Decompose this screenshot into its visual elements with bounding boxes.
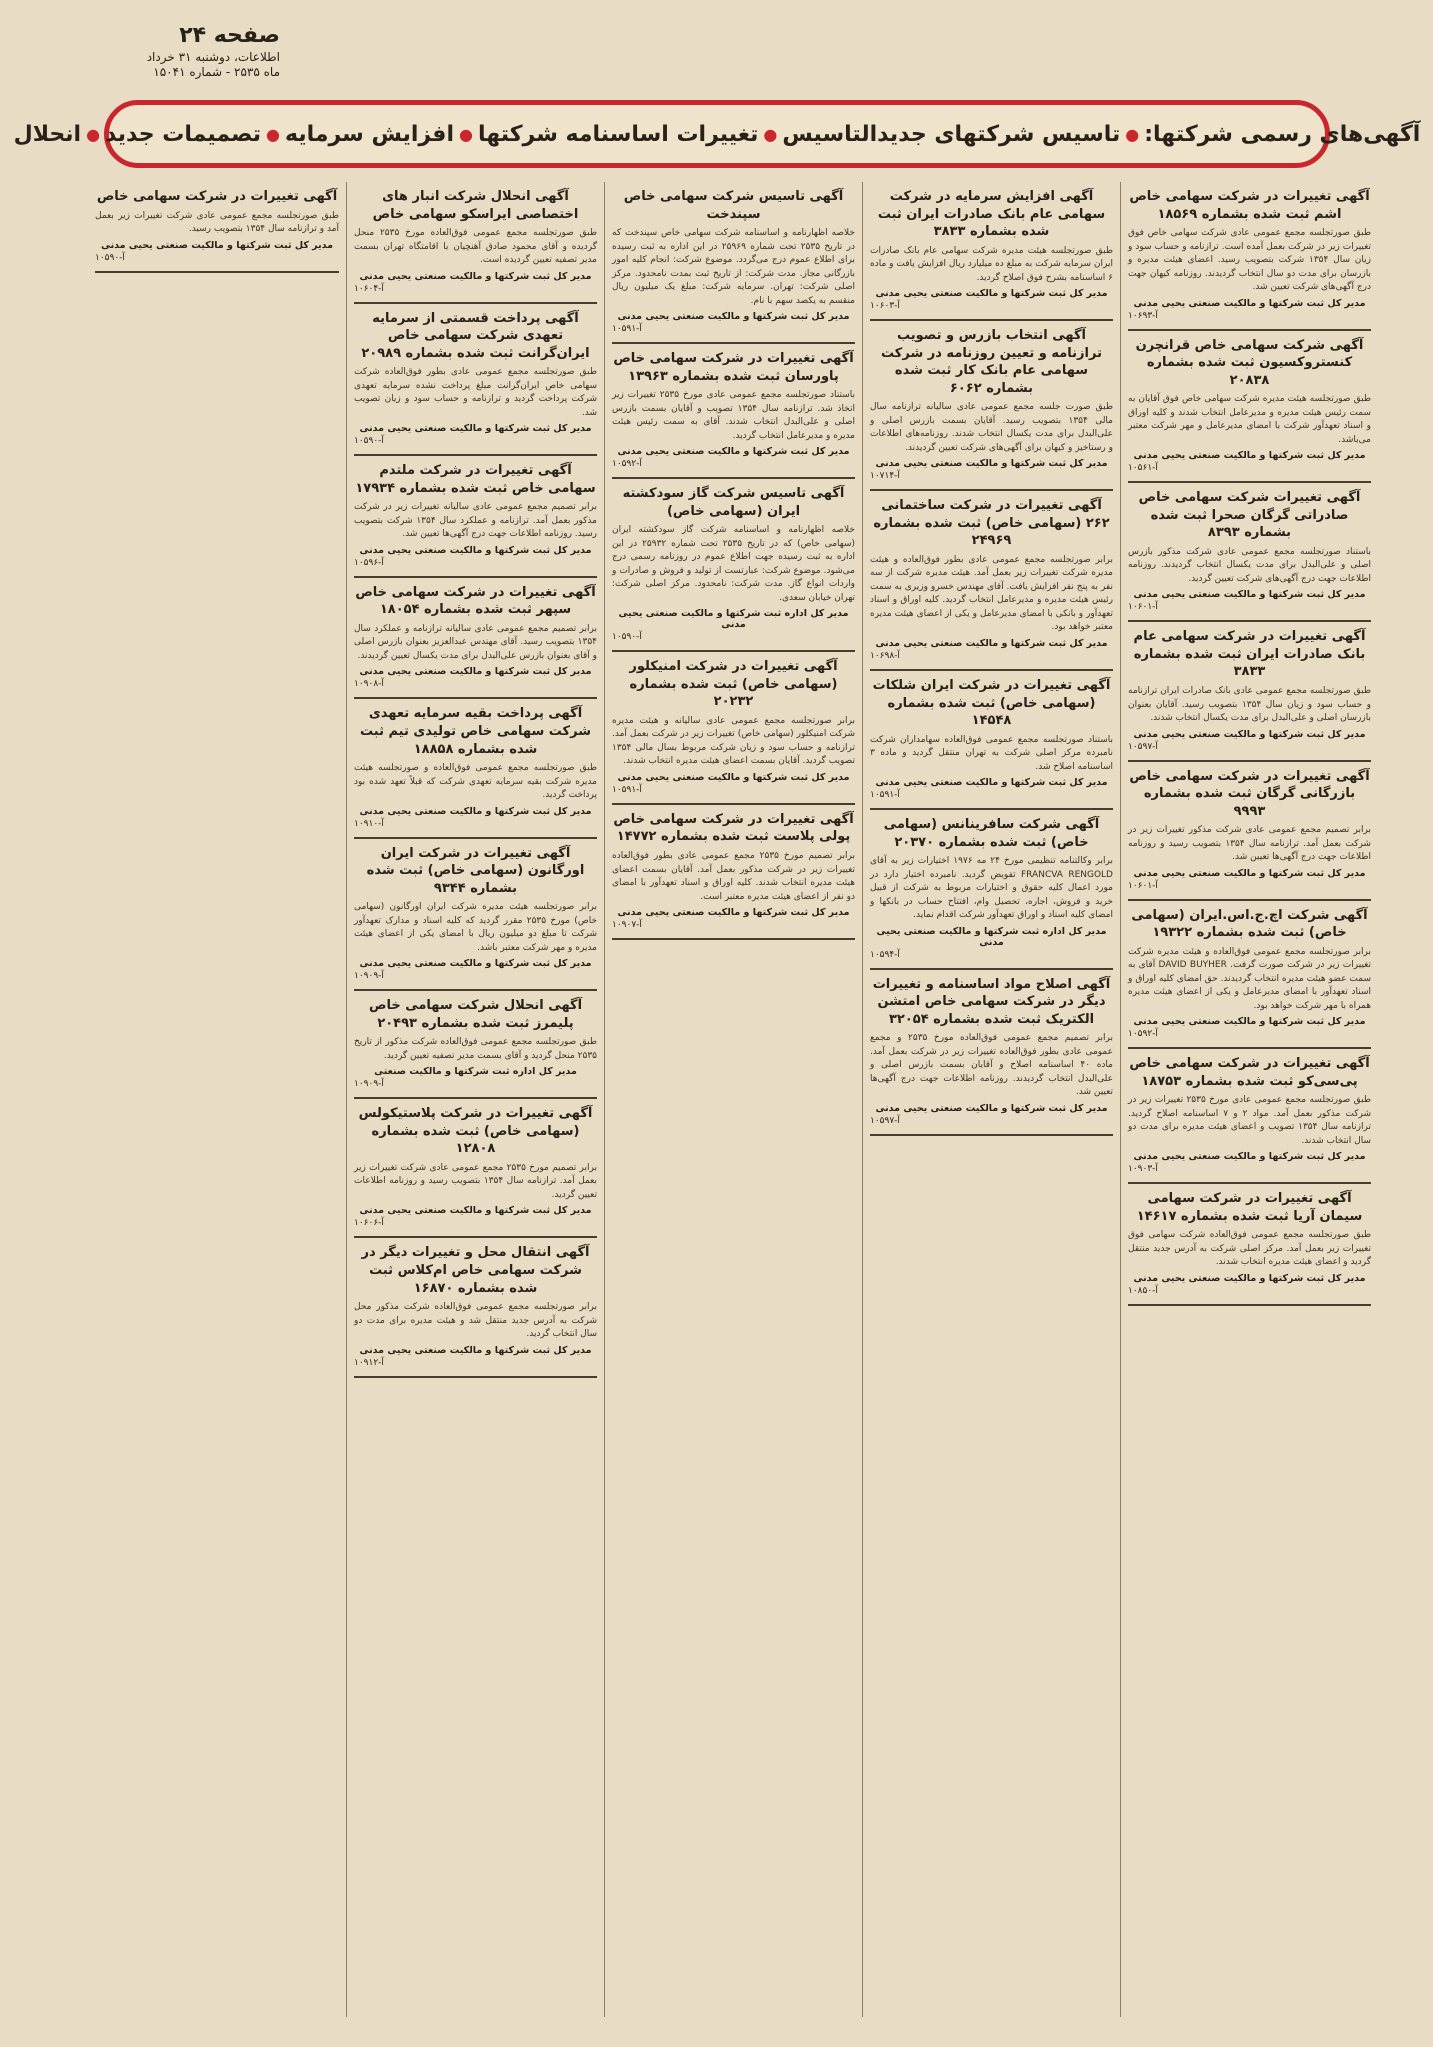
ad-reference: آ-۱۰۶۰۱	[1128, 602, 1158, 613]
ad-reference: آ-۱۰۵۹۱	[612, 324, 642, 335]
ad-title: آگهی تغییرات در شرکت سهامی سیمان آریا ثبت شده بشماره ۱۴۶۱۷	[1136, 1191, 1363, 1224]
ad-body: برابر وکالتنامه تنظیمی مورخ ۲۴ مه ۱۹۷۶ اختیارات زیر به آقای FRANCVA RENGOLD تفویض گردید. نامبرده اختیار دارد در مورد اعمال کلیه حقوق و اختیارات مربوط به شرکت از قبیل خرید و فروش، اجاره، تحصیل وام، افتتاح حساب در بانکها و امضای کلیه اسناد و اوراق تعهدآور شرکت اقدام نماید.	[870, 856, 1113, 921]
ad-title: آگهی تاسیس شرکت گاز سودکشته ایران (سهامی خاص)	[622, 486, 845, 519]
ad-body: برابر تصمیم مجمع عمومی فوق‌العاده مورخ ۲۵۳۵ و مجمع عمومی عادی بطور فوق‌العاده تغییرات زیر در شرکت بعمل آمد. ماده ۴۰ اساسنامه اصلاح و آقایان بسمت بازرس اصلی و علی‌البدل انتخاب گردیدند. روزنامه اطلاعات جهت درج آگهی‌ها تعیین شد.	[870, 1033, 1113, 1098]
ad-title: آگهی تغییرات در شرکت سهامی خاص بازرگانی گرگان ثبت شده بشماره ۹۹۹۳	[1129, 768, 1370, 819]
ad-title: آگهی تغییرات در شرکت پلاستیکولس (سهامی خاص) ثبت شده بشماره ۱۲۸۰۸	[358, 1106, 593, 1157]
legal-notice	[1128, 901, 1371, 1050]
ad-reference: آ-۱۰۹۰۹	[354, 971, 384, 982]
ad-body: طبق صورتجلسه مجمع عمومی عادی بطور فوق‌العاده شرکت سهامی خاص ایران‌گرانت مبلغ پرداخت نشده سرمایه تعهدی شرکت پرداخت گردید و ترازنامه و حساب سود و زیان تصویب شد.	[354, 367, 597, 418]
ad-body: باستناد صورتجلسه مجمع عمومی عادی مورخ ۲۵۳۵ تغییرات زیر اتخاذ شد. ترازنامه سال ۱۳۵۴ تصویب و آقایان بسمت بازرس اصلی و علی‌البدل انتخاب شدند. آقای به سمت رئیس هیئت مدیره و مدیرعامل انتخاب گردید.	[612, 390, 856, 441]
ad-reference: آ-۱۰۶۹۳	[1128, 310, 1158, 321]
ad-signature: مدیر کل ثبت شرکتها و مالکیت صنعتی یحیی مدنی	[359, 270, 592, 282]
ad-signature: مدیر کل ثبت شرکتها و مالکیت صنعتی یحیی مدنی	[617, 907, 850, 919]
ad-body: برابر تصمیم مجمع عمومی عادی سالیانه ترازنامه و عملکرد سال ۱۳۵۴ بتصویب رسید. آقای مهندس عبدالعزیز بعنوان بازرس اصلی و آقای بعنوان بازرس علی‌البدل برای مدت یکسال تعیین گردیدند.	[354, 623, 597, 661]
ad-body: خلاصه اظهارنامه و اساسنامه شرکت سهامی خاص سپندخت که در تاریخ ۲۵۳۵ تحت شماره ۲۵۹۶۹ در این اداره به ثبت رسیده برای اطلاع عموم درج می‌گردد. موضوع شرکت: انجام کلیه امور بازرگانی مجاز. مدت شرکت: از تاریخ ثبت بمدت نامحدود. مرکز اصلی شرکت: تهران. سرمایه شرکت: مبلغ یک میلیون ریال منقسم به یکصد سهم با نام.	[612, 228, 855, 306]
ad-title: آگهی تغییرات در شرکت ساختمانی ۲۶۲ (سهامی خاص) ثبت شده بشماره ۲۴۹۶۹	[873, 498, 1110, 549]
ad-reference: آ-۱۰۵۹۷	[870, 1115, 900, 1126]
legal-notice	[354, 578, 597, 700]
ad-body: برابر تصمیم مورخ ۲۵۳۵ مجمع عمومی عادی بطور فوق‌العاده تغییرات زیر در شرکت مذکور بعمل آمد. آقایان بسمت اعضای هیئت مدیره انتخاب شدند. کلیه اوراق و اسناد تعهدآور با امضای دو نفر از اعضای هیئت مدیره معتبر است.	[612, 851, 855, 902]
ad-signature: مدیر کل ثبت شرکتها و مالکیت صنعتی یحیی مدنی	[359, 958, 592, 970]
legal-notice	[1128, 483, 1371, 622]
ad-title: آگهی پرداخت قسمتی از سرمایه تعهدی شرکت سهامی خاص ایران‌گرانت ثبت شده بشماره ۲۰۹۸۹	[361, 310, 590, 361]
ad-title: آگهی تغییرات شرکت سهامی خاص صادراتی گرگان صحرا ثبت شده بشماره ۸۳۹۳	[1138, 490, 1361, 541]
legal-notice	[1128, 762, 1371, 901]
ad-body: خلاصه اظهارنامه و اساسنامه شرکت گاز سودکشته ایران (سهامی خاص) که در تاریخ ۲۵۳۵ تحت شماره ۲۵۹۳۲ در این اداره به ثبت رسیده جهت اطلاع عموم در روزنامه رسمی درج می‌شود. موضوع شرکت: عبارتست از تولید و فروش و صادرات و واردات انواع گاز. مدت شرکت: نامحدود. مرکز اصلی شرکت: تهران خیابان سعدی.	[612, 525, 855, 603]
ad-title: آگهی تغییرات در شرکت ایران شلکات (سهامی خاص) ثبت شده بشماره ۱۴۵۴۸	[872, 677, 1111, 729]
ad-reference: آ-۱۰۹۰۸	[354, 679, 384, 690]
bullet-icon: ●	[266, 124, 280, 144]
legal-notice	[612, 344, 855, 479]
ad-signature: مدیر کل اداره ثبت شرکتها و مالکیت صنعتی	[374, 1066, 577, 1078]
ad-reference: آ-۱۰۹۱۲	[354, 1357, 384, 1368]
ad-body: برابر صورتجلسه مجمع عمومی فوق‌العاده و هیئت مدیره شرکت تغییرات زیر در شرکت صورت گرفت. DAVID BUYHER آقای به سمت عضو هیئت مدیره انتخاب گردیدند. حق امضای کلیه اوراق و اسناد تعهدآور با امضای مدیرعامل و یکی از اعضای هیئت مدیره همراه با مهر شرکت خواهد بود.	[1128, 946, 1372, 1011]
ad-signature: مدیر کل ثبت شرکتها و مالکیت صنعتی یحیی مدنی	[359, 1344, 592, 1356]
ad-signature: مدیر کل ثبت شرکتها و مالکیت صنعتی یحیی مدنی	[875, 288, 1108, 300]
ad-reference: آ-۱۰۹۰۷	[612, 920, 642, 931]
legal-notice	[870, 321, 1113, 491]
ad-reference: آ-۱۰۵۹۱	[870, 790, 900, 801]
ad-signature: مدیر کل ثبت شرکتها و مالکیت صنعتی یحیی مدنی	[875, 1102, 1108, 1114]
ad-title: آگهی اصلاح مواد اساسنامه و تغییرات دیگر در شرکت سهامی خاص امتشن الکتریک ثبت شده بشماره ۳۲۰۵۴	[872, 976, 1111, 1027]
ad-title: آگهی تغییرات در شرکت سهامی خاص	[96, 189, 338, 204]
legal-notice	[870, 491, 1113, 671]
ad-signature: مدیر کل ثبت شرکتها و مالکیت صنعتی یحیی مدنی	[617, 771, 850, 783]
ad-reference: آ-۱۰۵۶۱	[1128, 463, 1158, 474]
banner-item: تغییرات اساسنامه شرکتها	[477, 121, 759, 147]
ad-body: طبق صورتجلسه هیئت مدیره شرکت سهامی خاص فوق آقایان به سمت رئیس هیئت مدیره و مدیرعامل انتخاب شدند و کلیه اوراق و اسناد تعهدآور شرکت با امضای مدیرعامل و مهر شرکت معتبر می‌باشد.	[1128, 394, 1371, 445]
ad-reference: آ-۱۰۷۱۴	[870, 471, 900, 482]
ad-body: برابر تصمیم مورخ ۲۵۳۵ مجمع عمومی عادی شرکت تغییرات زیر بعمل آمد. ترازنامه سال ۱۳۵۴ بتصویب رسید و روزنامه اطلاعات تعیین گردید.	[354, 1162, 598, 1200]
legal-notice	[612, 479, 855, 652]
ad-signature: مدیر کل ثبت شرکتها و مالکیت صنعتی یحیی مدنی	[1133, 728, 1366, 740]
column	[604, 182, 862, 2017]
legal-notice	[612, 182, 855, 344]
ad-title: آگهی افزایش سرمایه در شرکت سهامی عام بانک صادرات ایران ثبت شده بشماره ۳۸۳۳	[877, 189, 1106, 240]
legal-notice	[1128, 331, 1371, 484]
ad-body: برابر تصمیم مجمع عمومی عادی سالیانه تغییرات زیر در شرکت مذکور بعمل آمد. ترازنامه و عملکرد سال ۱۳۵۴ شرکت بتصویب رسید. روزنامه اطلاعات جهت درج آگهی‌ها تعیین شد.	[354, 502, 598, 540]
bullet-icon: ●	[86, 124, 101, 144]
column	[1120, 182, 1378, 2017]
ad-signature: مدیر کل ثبت شرکتها و مالکیت صنعتی یحیی مدنی	[359, 805, 592, 817]
ad-body: برابر صورتجلسه مجمع عمومی عادی بطور فوق‌العاده و هیئت مدیره شرکت تغییرات زیر بعمل آمد. هیئت مدیره شرکت از سه نفر به پنج نفر افزایش یافت. آقای مهندس خسرو وزیری به سمت رئیس هیئت مدیره و مدیرعامل انتخاب گردید. کلیه اوراق و اسناد تعهدآور و بانکی با امضای مدیرعامل و یکی از اعضای هیئت مدیره معتبر خواهد بود.	[870, 554, 1113, 633]
ad-body: طبق صورتجلسه مجمع عمومی فوق‌العاده شرکت سهامی فوق تغییرات زیر بعمل آمد. مرکز اصلی شرکت به آدرس جدید منتقل گردید و اعضای هیئت مدیره انتخاب شدند.	[1128, 1230, 1371, 1268]
ad-body: طبق صورتجلسه مجمع عمومی عادی مورخ ۲۵۳۵ تغییرات زیر در شرکت مذکور بعمل آمد. مواد ۲ و ۷ اساسنامه اصلاح گردید. ترازنامه سال ۱۳۵۴ تصویب و اعضای هیئت مدیره برای مدت دو سال انتخاب شدند.	[1128, 1095, 1371, 1146]
ad-reference: آ-۱۰۵۹۷	[1128, 741, 1158, 752]
banner-item: تاسیس شرکتهای جدیدالتاسیس	[782, 121, 1121, 147]
ad-signature: مدیر کل ثبت شرکتها و مالکیت صنعتی یحیی مدنی	[875, 777, 1108, 789]
ad-signature: مدیر کل ثبت شرکتها و مالکیت صنعتی یحیی مدنی	[1133, 867, 1366, 879]
ad-signature: مدیر کل ثبت شرکتها و مالکیت صنعتی یحیی مدنی	[100, 239, 334, 251]
ad-title: آگهی تاسیس شرکت سهامی خاص سپندخت	[623, 189, 844, 222]
legal-notice	[612, 652, 855, 805]
ad-title: آگهی تغییرات در شرکت سهامی عام بانک صادرات ایران ثبت شده بشماره ۳۸۳۳	[1133, 629, 1366, 680]
ad-body: طبق صورتجلسه مجمع عمومی فوق‌العاده مورخ ۲۵۳۵ منحل گردیده و آقای محمود صادق آهنچیان با اقامتگاه تهران بسمت مدیر تصفیه تعیین گردیده است.	[354, 228, 597, 266]
legal-notice	[612, 805, 855, 940]
legal-notice	[354, 456, 597, 578]
ad-title: آگهی تغییرات در شرکت ملتدم سهامی خاص ثبت شده بشماره ۱۷۹۳۴	[355, 463, 596, 496]
legal-notice	[354, 1238, 597, 1377]
legal-notice	[354, 182, 597, 304]
legal-notice	[870, 810, 1113, 970]
ad-title: آگهی تغییرات در شرکت امنیکلور (سهامی خاص) ثبت شده بشماره ۲۰۲۳۲	[629, 659, 838, 710]
ad-reference: آ-۱۰۶۰۱	[1128, 880, 1158, 891]
ad-signature: مدیر کل ثبت شرکتها و مالکیت صنعتی یحیی مدنی	[617, 311, 850, 323]
ad-signature: مدیر کل ثبت شرکتها و مالکیت صنعتی یحیی مدنی	[359, 423, 592, 435]
ad-title: آگهی تغییرات در شرکت سهامی خاص پی‌سی‌کو ثبت شده بشماره ۱۸۷۵۳	[1129, 1056, 1370, 1089]
legal-notice	[870, 182, 1113, 321]
ad-title: آگهی انتخاب بازرس و تصویب ترازنامه و تعیین روزنامه در شرکت سهامی عام بانک کار ثبت شده بشماره ۶۰۶۲	[881, 328, 1102, 396]
ad-reference: آ-۱۰۹۰۹	[354, 1079, 384, 1090]
ad-columns	[88, 182, 1378, 2017]
issue-date: اطلاعات، دوشنبه ۳۱ خرداد	[146, 49, 280, 64]
ad-signature: مدیر کل ثبت شرکتها و مالکیت صنعتی یحیی مدنی	[1133, 1151, 1366, 1163]
ad-body: برابر صورتجلسه مجمع عمومی فوق‌العاده شرکت مذکور محل شرکت به آدرس جدید منتقل شد و هیئت مدیره برای مدت دو سال انتخاب گردید.	[354, 1302, 597, 1340]
ad-signature: مدیر کل ثبت شرکتها و مالکیت صنعتی یحیی مدنی	[1133, 1272, 1366, 1284]
ad-body: طبق صورتجلسه هیئت مدیره شرکت سهامی عام بانک صادرات ایران سرمایه شرکت به مبلغ ده میلیارد ریال افزایش یافت و ماده ۶ اساسنامه بشرح فوق اصلاح گردید.	[870, 245, 1113, 283]
ad-title: آگهی شرکت اچ.ج.اس.ایران (سهامی خاص) ثبت شده بشماره ۱۹۳۲۲	[1131, 907, 1368, 941]
ad-body: طبق صورت جلسه مجمع عمومی عادی سالیانه ترازنامه سال مالی ۱۳۵۴ بتصویب رسید. آقایان بسمت بازرس اصلی و علی‌البدل برای مدت یکسال انتخاب شدند. روزنامه‌های اطلاعات و رستاخیز و کیهان برای آگهی‌های شرکت تعیین گردیدند.	[870, 402, 1113, 453]
ad-signature: مدیر کل اداره ثبت شرکتها و مالکیت صنعتی یحیی مدنی	[876, 925, 1107, 948]
ad-reference: آ-۱۰۵۹۰	[612, 632, 642, 643]
legal-notice	[1128, 1184, 1371, 1306]
page-number: صفحه ۲۴	[179, 23, 280, 48]
ad-signature: مدیر کل اداره ثبت شرکتها و مالکیت صنعتی یحیی مدنی	[618, 608, 849, 631]
ad-title: آگهی تغییرات در شرکت سهامی خاص پاورسان ثبت شده بشماره ۱۳۹۶۳	[613, 351, 854, 384]
ad-body: طبق صورتجلسه مجمع عمومی فوق‌العاده و صورتجلسه هیئت مدیره شرکت بقیه سرمایه تعهدی شرکت که قبلاً تعهد شده بود پرداخت گردید.	[354, 763, 597, 801]
ad-signature: مدیر کل ثبت شرکتها و مالکیت صنعتی یحیی مدنی	[875, 637, 1108, 649]
ad-reference: آ-۱۰۵۹۴	[870, 949, 900, 960]
column	[346, 182, 604, 2017]
ad-signature: مدیر کل ثبت شرکتها و مالکیت صنعتی یحیی مدنی	[1133, 450, 1366, 462]
ad-signature: مدیر کل ثبت شرکتها و مالکیت صنعتی یحیی مدنی	[875, 458, 1108, 470]
legal-notice	[354, 304, 597, 457]
legal-notice	[1128, 1049, 1371, 1184]
ad-body: طبق صورتجلسه مجمع عمومی عادی شرکت تغییرات زیر بعمل آمد و ترازنامه سال ۱۳۵۴ بتصویب رسید.	[95, 210, 339, 235]
ad-signature: مدیر کل ثبت شرکتها و مالکیت صنعتی یحیی مدنی	[359, 666, 592, 678]
ad-title: آگهی تغییرات در شرکت سهامی خاص سپهر ثبت شده بشماره ۱۸۰۵۴	[355, 584, 596, 618]
ad-reference: آ-۱۰۹۰۳	[1128, 1164, 1158, 1175]
ad-body: برابر صورتجلسه مجمع عمومی عادی سالیانه و هیئت مدیره شرکت امنیکلور (سهامی خاص) تغییرات زیر در شرکت بعمل آمد. ترازنامه و حساب سود و زیان شرکت مربوط بسال مالی ۱۳۵۴ تصویب گردید. آقایان بسمت اعضای هیئت مدیره انتخاب شدند.	[612, 715, 855, 767]
ad-title: آگهی شرکت سهامی خاص قرانچرن کنستروکسیون ثبت شده بشماره ۲۰۸۳۸	[1135, 337, 1364, 388]
ad-reference: آ-۱۰۹۱۰	[354, 818, 384, 829]
ad-reference: آ-۱۰۵۹۲	[1128, 1029, 1158, 1040]
ad-reference: آ-۱۰۵۹۲	[612, 459, 642, 470]
ad-body: برابر تصمیم مجمع عمومی عادی شرکت مذکور تغییرات زیر در شرکت بعمل آمد. ترازنامه سال ۱۳۵۴ بتصویب رسید و روزنامه اطلاعات جهت درج آگهی‌ها تعیین شد.	[1128, 825, 1371, 863]
legal-notice	[870, 970, 1113, 1136]
column	[88, 182, 346, 2017]
ad-title: آگهی شرکت سافرینانس (سهامی خاص) ثبت شده بشماره ۲۰۳۷۰	[883, 817, 1100, 850]
ad-body: طبق صورتجلسه مجمع عمومی فوق‌العاده شرکت مذکور از تاریخ ۲۵۳۵ منحل گردید و آقای بسمت مدیر تصفیه تعیین گردید.	[354, 1037, 597, 1061]
banner-item: آگهی‌های رسمی شرکتها:	[1144, 121, 1421, 147]
ad-reference: آ-۱۰۵۹۶	[354, 557, 384, 568]
column	[862, 182, 1120, 2017]
banner-item: تصمیمات جدید	[105, 121, 262, 147]
ad-body: باستناد صورتجلسه مجمع عمومی عادی شرکت مذکور بازرس اصلی و علی‌البدل برای مدت یکسال انتخاب گردیدند. روزنامه اطلاعات جهت درج آگهی‌های شرکت تعیین گردید.	[1128, 546, 1371, 584]
legal-notice	[354, 699, 597, 838]
ad-title: آگهی پرداخت بقیه سرمایه تعهدی شرکت سهامی خاص تولیدی تیم ثبت شده بشماره ۱۸۸۵۸	[360, 706, 591, 757]
ad-reference: آ-۱۰۶۰۳	[870, 301, 900, 312]
bullet-icon: ●	[459, 124, 473, 144]
banner-item: افزایش سرمایه	[285, 121, 454, 147]
legal-notice	[354, 1099, 597, 1238]
ad-reference: آ-۱۰۸۵۰	[1128, 1285, 1158, 1296]
legal-notice	[1128, 622, 1371, 761]
ad-title: آگهی انتقال محل و تغییرات دیگر در شرکت سهامی خاص ام‌کلاس ثبت شده بشماره ۱۶۸۷۰	[361, 1245, 590, 1296]
issue-number: ماه ۲۵۳۵ - شماره ۱۵۰۴۱	[153, 64, 280, 79]
ad-signature: مدیر کل ثبت شرکتها و مالکیت صنعتی یحیی مدنی	[1133, 1016, 1366, 1028]
ad-reference: آ-۱۰۵۹۰	[354, 436, 384, 447]
ad-title: آگهی انحلال شرکت انبار های اختصاصی ایراسکو سهامی خاص	[372, 189, 579, 222]
ad-signature: مدیر کل ثبت شرکتها و مالکیت صنعتی یحیی مدنی	[359, 544, 592, 556]
ad-reference: آ-۱۰۵۹۰	[95, 252, 125, 263]
legal-notice	[95, 182, 339, 273]
ad-title: آگهی تغییرات در شرکت سهامی خاص اشم ثبت شده بشماره ۱۸۵۶۹	[1129, 189, 1370, 222]
legal-notice	[870, 671, 1113, 810]
ad-reference: آ-۱۰۶۹۸	[870, 650, 900, 661]
ad-body: باستناد صورتجلسه مجمع عمومی فوق‌العاده سهامداران شرکت نامبرده مرکز اصلی شرکت به تهران منتقل گردید و ماده ۳ اساسنامه اصلاح شد.	[870, 734, 1113, 772]
ad-title: آگهی تغییرات در شرکت سهامی خاص پولی پلاست ثبت شده بشماره ۱۴۷۷۲	[613, 811, 854, 845]
ad-title: آگهی انحلال شرکت سهامی خاص پلیمرز ثبت شده بشماره ۲۰۴۹۳	[368, 998, 583, 1031]
legal-notice	[354, 991, 597, 1099]
ad-reference: آ-۱۰۶۰۶	[354, 1218, 384, 1229]
ad-reference: آ-۱۰۵۹۱	[612, 784, 642, 795]
ad-signature: مدیر کل ثبت شرکتها و مالکیت صنعتی یحیی مدنی	[359, 1205, 592, 1217]
bullet-icon: ●	[1125, 124, 1140, 144]
ad-body: برابر صورتجلسه هیئت مدیره شرکت ایران اورگانون (سهامی خاص) مورخ ۲۵۳۵ مقرر گردید که کلیه اسناد و مدارک تعهدآور شرکت تا مبلغ دو میلیون ریال با امضای یکی از اعضای هیئت مدیره و مهر شرکت معتبر باشد.	[354, 902, 598, 953]
page-header	[40, 22, 280, 80]
section-banner	[13, 100, 1421, 168]
ad-reference: آ-۱۰۶۰۴	[354, 283, 384, 294]
ad-signature: مدیر کل ثبت شرکتها و مالکیت صنعتی یحیی مدنی	[1133, 589, 1366, 601]
ad-signature: مدیر کل ثبت شرکتها و مالکیت صنعتی یحیی مدنی	[1133, 297, 1366, 309]
banner-item: انحلال	[13, 121, 82, 147]
ad-body: طبق صورتجلسه مجمع عمومی عادی شرکت سهامی خاص فوق تغییرات زیر در شرکت بعمل آمده است. ترازنامه و حساب سود و زیان سال ۱۳۵۴ شرکت بتصویب رسید. اعضای هیئت مدیره و بازرسان برای مدت دو سال انتخاب گردیدند. روزنامه کیهان جهت درج آگهی‌های شرکت تعیین شد.	[1128, 228, 1371, 293]
ad-signature: مدیر کل ثبت شرکتها و مالکیت صنعتی یحیی مدنی	[617, 446, 850, 458]
ad-body: طبق صورتجلسه مجمع عمومی عادی بانک صادرات ایران ترازنامه و حساب سود و زیان سال ۱۳۵۴ بتصویب رسید. آقایان بعنوان بازرسان اصلی و علی‌البدل برای مدت یکسال انتخاب شدند.	[1128, 686, 1372, 724]
bullet-icon: ●	[763, 124, 778, 144]
legal-notice	[354, 839, 597, 992]
ad-title: آگهی تغییرات در شرکت ایران اورگانون (سهامی خاص) ثبت شده بشماره ۹۳۴۴	[366, 845, 585, 896]
legal-notice	[1128, 182, 1371, 331]
